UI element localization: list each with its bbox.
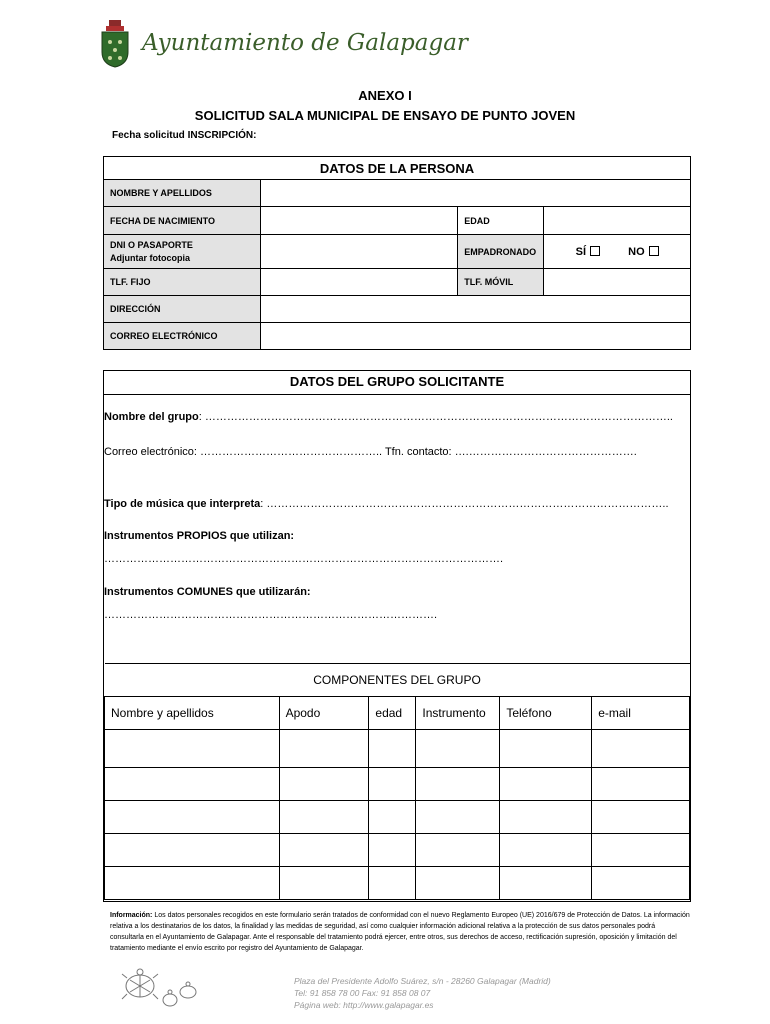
- col-edad: edad: [369, 697, 416, 730]
- table-row: [105, 801, 690, 834]
- privacy-info: [110, 910, 690, 954]
- nombre-grupo-label: Nombre del grupo: [104, 411, 199, 423]
- nombre-grupo-line[interactable]: [104, 411, 673, 423]
- tlf-fijo-field[interactable]: [260, 269, 458, 296]
- direccion-field[interactable]: [260, 296, 690, 323]
- cell[interactable]: [369, 834, 416, 867]
- cell[interactable]: [105, 768, 280, 801]
- tlf-fijo-label: TLF. FIJO: [104, 269, 261, 296]
- cell[interactable]: [369, 730, 416, 768]
- cell[interactable]: [416, 834, 500, 867]
- tlf-movil-label: TLF. MÓVIL: [458, 269, 544, 296]
- annex-title: ANEXO I: [358, 88, 412, 103]
- tipo-musica-label: Tipo de música que interpreta: [104, 498, 261, 510]
- si-checkbox[interactable]: [590, 246, 600, 256]
- grupo-section: [103, 370, 691, 902]
- dni-field[interactable]: [260, 235, 458, 269]
- cell[interactable]: [279, 834, 369, 867]
- edad-label: EDAD: [458, 207, 544, 235]
- table-row: [105, 768, 690, 801]
- table-row: [105, 730, 690, 768]
- cell[interactable]: [500, 730, 592, 768]
- tipo-musica-line[interactable]: [104, 498, 669, 510]
- address-line: Plaza del Presidente Adolfo Suárez, s/n - 28260 Galapagar (Madrid): [294, 976, 551, 986]
- correo-label: CORREO ELECTRÓNICO: [104, 323, 261, 350]
- cell[interactable]: [105, 730, 280, 768]
- correo-grupo-line[interactable]: Correo electrónico: ………………………………………….. Tfn. contacto: ….……………………………………….: [104, 446, 637, 458]
- cell[interactable]: [279, 867, 369, 900]
- empadronado-options: [544, 235, 691, 269]
- cell[interactable]: [416, 768, 500, 801]
- cell[interactable]: [592, 867, 690, 900]
- cell[interactable]: [416, 867, 500, 900]
- cell[interactable]: [500, 834, 592, 867]
- logo-text: Ayuntamiento de Galapagar: [142, 30, 468, 56]
- componentes-table: [104, 663, 690, 900]
- cell[interactable]: [279, 730, 369, 768]
- col-email: e-mail: [592, 697, 690, 730]
- cell[interactable]: [416, 801, 500, 834]
- cell[interactable]: [105, 867, 280, 900]
- fecha-nacimiento-label: FECHA DE NACIMIENTO: [104, 207, 261, 235]
- col-instrumento: Instrumento: [416, 697, 500, 730]
- col-apodo: Apodo: [279, 697, 369, 730]
- grupo-heading-divider: [104, 394, 690, 395]
- phone-line: Tel: 91 858 78 00 Fax: 91 858 08 07: [294, 988, 431, 998]
- info-label: Información:: [110, 912, 153, 919]
- persona-heading: DATOS DE LA PERSONA: [104, 157, 691, 180]
- si-label: SÍ: [575, 245, 587, 258]
- edad-field[interactable]: [544, 207, 691, 235]
- componentes-heading: COMPONENTES DEL GRUPO: [105, 664, 690, 697]
- table-row: [105, 834, 690, 867]
- direccion-label: DIRECCIÓN: [104, 296, 261, 323]
- correo-field[interactable]: [260, 323, 690, 350]
- cell[interactable]: [592, 730, 690, 768]
- table-row: [105, 867, 690, 900]
- cell[interactable]: [105, 834, 280, 867]
- cell[interactable]: [279, 801, 369, 834]
- fecha-nacimiento-field[interactable]: [260, 207, 458, 235]
- cell[interactable]: [500, 867, 592, 900]
- cell[interactable]: [592, 768, 690, 801]
- cell[interactable]: [279, 768, 369, 801]
- no-checkbox[interactable]: [649, 246, 659, 256]
- instrumentos-comunes-dots[interactable]: ……………………………………………………………………………….: [104, 609, 438, 621]
- cell[interactable]: [416, 730, 500, 768]
- cell[interactable]: [500, 801, 592, 834]
- dni-label-text: DNI O PASAPORTE: [110, 240, 193, 250]
- empadronado-label: EMPADRONADO: [458, 235, 544, 269]
- persona-table: [103, 156, 691, 350]
- grupo-heading: DATOS DEL GRUPO SOLICITANTE: [289, 374, 505, 389]
- nombre-grupo-dots: : ………………………………………………………………………………………………………………..: [198, 411, 673, 423]
- cell[interactable]: [369, 801, 416, 834]
- nombre-label: NOMBRE Y APELLIDOS: [104, 180, 261, 207]
- tlf-movil-field[interactable]: [544, 269, 691, 296]
- cell[interactable]: [500, 768, 592, 801]
- cell[interactable]: [105, 801, 280, 834]
- document-title: SOLICITUD SALA MUNICIPAL DE ENSAYO DE PUNTO JOVEN: [194, 108, 576, 123]
- cell[interactable]: [592, 801, 690, 834]
- nombre-field[interactable]: [260, 180, 690, 207]
- info-text: Los datos personales recogidos en este formulario serán tratados de conformidad con el nuevo Reglamento Europeo (UE) 2016/679 de Protección de Datos. La información relativa a los destinatarios de los datos, la finalidad y las medidas de seguridad, así como cualquier información adicional relativa a la protección de sus datos personales podrá consultarla en el Ayuntamiento de Galapagar. Ante el responsable del tratamiento podrá ejercer, entre otros, sus derechos de acceso, rectificación supresión, oposición y limitación del tratamiento mediante el envío escrito por registro del Ayuntamiento de Galapagar.: [110, 912, 690, 952]
- instrumentos-propios-label: Instrumentos PROPIOS que utilizan:: [104, 530, 295, 542]
- web-line[interactable]: Página web: http://www.galapagar.es: [294, 1000, 434, 1010]
- turtles-logo-icon: [118, 962, 208, 1012]
- instrumentos-comunes-label: Instrumentos COMUNES que utilizarán:: [104, 586, 311, 598]
- cell[interactable]: [369, 768, 416, 801]
- col-telefono: Teléfono: [500, 697, 592, 730]
- tipo-musica-dots: : ………………………………………………………………………………………………..: [260, 498, 669, 510]
- coat-of-arms-icon: [100, 18, 130, 68]
- col-nombre: Nombre y apellidos: [105, 697, 280, 730]
- no-label: NO: [628, 245, 645, 258]
- adjuntar-label: Adjuntar fotocopia: [110, 253, 190, 263]
- cell[interactable]: [369, 867, 416, 900]
- instrumentos-propios-dots[interactable]: ……………………………………………………………………………………………….: [104, 553, 504, 565]
- cell[interactable]: [592, 834, 690, 867]
- dni-label: [104, 235, 261, 269]
- fecha-solicitud-label: Fecha solicitud INSCRIPCIÓN:: [112, 130, 257, 141]
